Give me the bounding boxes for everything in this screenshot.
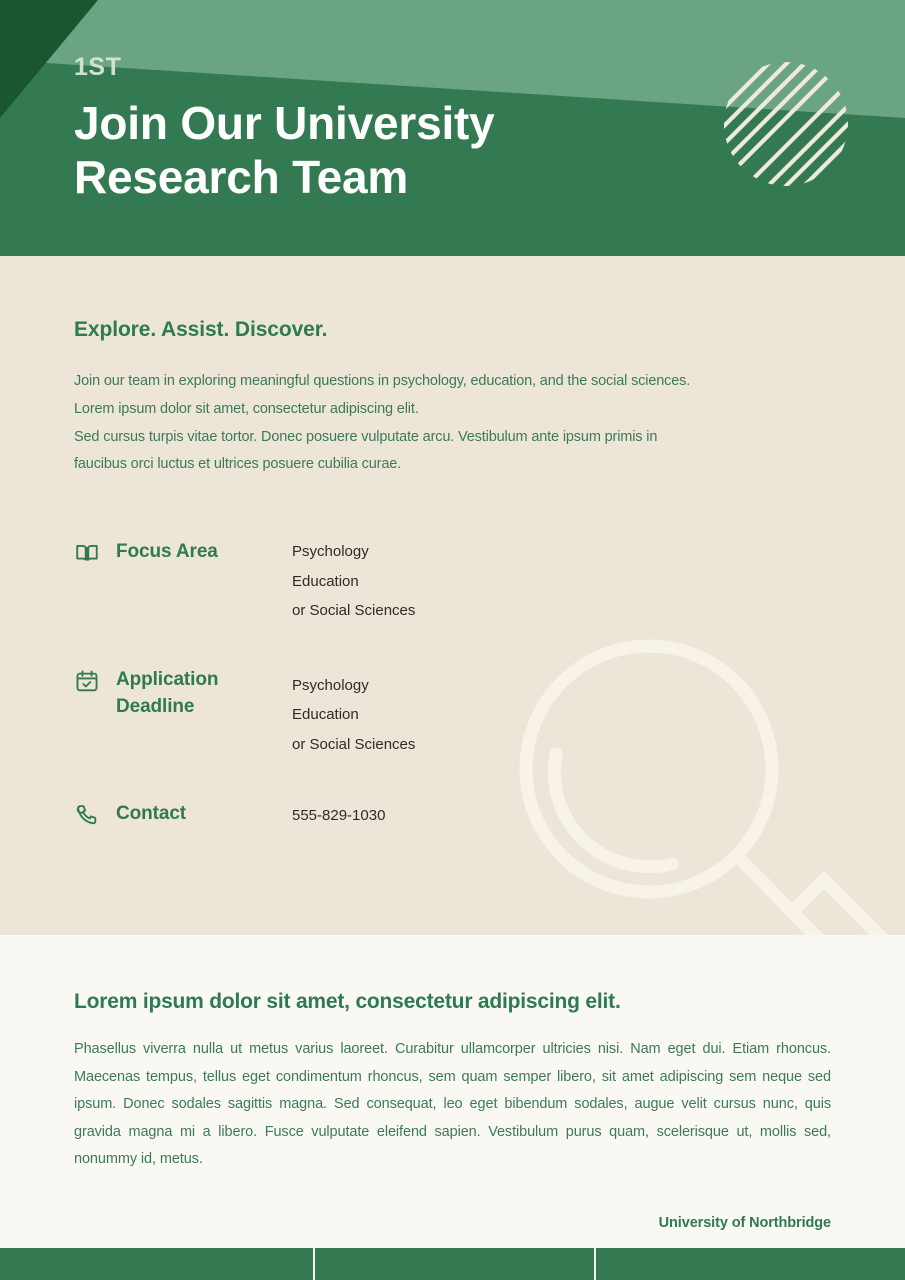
detail-label-wrap-contact — [74, 799, 292, 828]
page-title-line-2: Research Team — [74, 151, 409, 204]
bottom-section-title: Lorem ipsum dolor sit amet, consectetur adipiscing elit. — [74, 990, 621, 1013]
detail-value-application-deadline — [292, 665, 415, 759]
detail-row-application-deadline — [74, 665, 831, 759]
detail-label-application-deadline — [116, 667, 218, 721]
intro-line-3: Sed cursus turpis vitae tortor. Donec posuere vulputate arcu. Vestibulum ante ipsum primis in — [74, 428, 658, 445]
detail-list — [74, 537, 831, 830]
open-book-icon — [74, 540, 100, 566]
bottom-bar-segment-2 — [315, 1248, 594, 1280]
diagonal-stripe-circle-icon — [724, 62, 848, 186]
section-tagline: Explore. Assist. Discover. — [74, 318, 328, 341]
detail-value-line: Psychology — [292, 543, 369, 561]
detail-label-wrap-application-deadline — [74, 665, 292, 721]
bottom-section-inner — [0, 935, 905, 1174]
detail-value-line: 555-829-1030 — [292, 806, 386, 824]
bottom-bar-segment-3 — [596, 1248, 905, 1280]
bottom-section — [0, 935, 905, 1248]
calendar-check-icon — [74, 668, 100, 694]
bottom-color-bar — [0, 1248, 905, 1280]
footer-brand-name: University of Northbridge — [658, 1215, 831, 1231]
bottom-bar-segment-1 — [0, 1248, 313, 1280]
detail-label-wrap-focus-area — [74, 537, 292, 566]
detail-value-line: Education — [292, 706, 359, 724]
intro-line-4: faucibus orci luctus et ultrices posuere cubilia curae. — [74, 456, 402, 473]
detail-label-focus-area: Focus Area — [116, 541, 218, 563]
page-title-line-1: Join Our University — [74, 97, 495, 149]
detail-label-contact: Contact — [116, 802, 187, 824]
detail-value-focus-area — [292, 537, 415, 625]
main-content-section — [0, 256, 905, 935]
page-title — [74, 96, 694, 205]
intro-line-2: Lorem ipsum dolor sit amet, consectetur adipiscing elit. — [74, 400, 419, 417]
detail-value-contact — [292, 799, 385, 830]
detail-value-line: or Social Sciences — [292, 735, 416, 753]
detail-value-line: or Social Sciences — [292, 601, 416, 619]
header-kicker: 1ST — [74, 53, 122, 81]
detail-row-focus-area — [74, 537, 831, 625]
header-banner — [0, 0, 905, 256]
detail-value-line: Education — [292, 572, 359, 590]
intro-line-1: Join our team in exploring meaningful questions in psychology, education, and the social sciences. — [74, 373, 691, 389]
detail-label-line-2: Deadline — [116, 696, 195, 718]
detail-label-line-1: Application — [116, 669, 219, 691]
bottom-section-body: Phasellus viverra nulla ut metus varius laoreet. Curabitur ullamcorper ultricies nisi. Nam eget dui. Etiam rhoncus. Maecenas tempus, tellus eget condimentum rhoncus, sem quam semper libero, sit amet adipiscing sem neque sed ipsum. Donec sodales sagittis magna. Sed consequat, leo eget bibendum sodales, augue velit cursus nunc, quis gravida magna mi a libero. Fusce vulputate eleifend sapien. Vestibulum purus quam, scelerisque ut, mollis sed, nonummy id, metus. — [74, 1041, 831, 1168]
detail-value-line: Psychology — [292, 677, 369, 695]
detail-row-contact — [74, 799, 831, 830]
main-content-inner — [0, 256, 905, 830]
phone-icon — [74, 802, 100, 828]
header-text-block — [74, 55, 694, 205]
intro-paragraph — [74, 368, 774, 479]
